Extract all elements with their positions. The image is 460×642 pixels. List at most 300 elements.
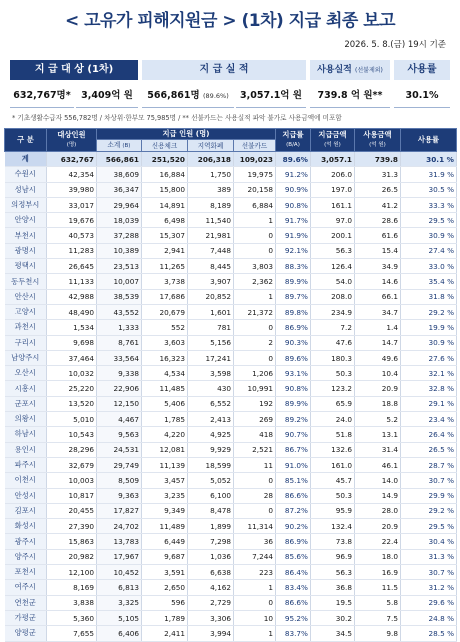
table-cell: 56.3 bbox=[311, 565, 355, 580]
table-cell: 6,884 bbox=[234, 197, 276, 212]
table-cell: 90.7% bbox=[276, 427, 311, 442]
table-cell: 6,498 bbox=[142, 213, 188, 228]
table-cell: 29.5 % bbox=[401, 519, 457, 534]
table-cell: 10,003 bbox=[47, 473, 97, 488]
table-cell: 8,445 bbox=[188, 259, 234, 274]
table-cell: 10,991 bbox=[234, 381, 276, 396]
table-cell: 200.1 bbox=[311, 228, 355, 243]
table-cell: 27,390 bbox=[47, 519, 97, 534]
table-cell: 89.9% bbox=[276, 396, 311, 411]
table-cell: 4,220 bbox=[142, 427, 188, 442]
table-cell: 25,220 bbox=[47, 381, 97, 396]
table-cell: 9,563 bbox=[97, 427, 142, 442]
table-cell: 86.6% bbox=[276, 595, 311, 610]
table-cell: 20,982 bbox=[47, 549, 97, 564]
region-cell: 평택시 bbox=[5, 259, 47, 274]
table-cell: 10,543 bbox=[47, 427, 97, 442]
table-cell: 45.7 bbox=[311, 473, 355, 488]
table-cell: 30.2 bbox=[311, 610, 355, 625]
summary-usage-label bbox=[310, 60, 390, 80]
table-cell: 89.9% bbox=[276, 274, 311, 289]
table-row bbox=[5, 488, 457, 503]
table-cell: 10 bbox=[234, 610, 276, 625]
table-cell: 552 bbox=[142, 320, 188, 335]
table-cell: 51.8 bbox=[311, 427, 355, 442]
table-cell: 86.4% bbox=[276, 565, 311, 580]
table-row bbox=[5, 595, 457, 610]
table-cell: 19.5 bbox=[311, 595, 355, 610]
table-row bbox=[5, 259, 457, 274]
table-cell: 30.4 % bbox=[401, 534, 457, 549]
region-cell: 의왕시 bbox=[5, 412, 47, 427]
table-cell: 29,964 bbox=[97, 197, 142, 212]
col-target-label: 대상인원 bbox=[57, 130, 86, 139]
table-cell: 5,105 bbox=[97, 610, 142, 625]
summary-actual-people-value: 566,861명 bbox=[147, 90, 200, 101]
table-cell: 33.3 % bbox=[401, 197, 457, 212]
table-cell: 97.0 bbox=[311, 213, 355, 228]
table-cell: 0 bbox=[234, 473, 276, 488]
table-cell: 91.9% bbox=[276, 228, 311, 243]
table-row bbox=[5, 427, 457, 442]
table-cell: 14.9 bbox=[355, 488, 401, 503]
table-cell: 90.2% bbox=[276, 519, 311, 534]
table-cell: 1,601 bbox=[188, 304, 234, 319]
col-subtotal bbox=[97, 140, 142, 152]
table-cell: 7,655 bbox=[47, 626, 97, 641]
region-cell: 남양주시 bbox=[5, 350, 47, 365]
table-cell: 739.8 bbox=[355, 152, 401, 167]
table-cell: 17,967 bbox=[97, 549, 142, 564]
table-cell: 33.0 % bbox=[401, 259, 457, 274]
region-cell: 안성시 bbox=[5, 488, 47, 503]
region-cell: 광명시 bbox=[5, 243, 47, 258]
summary-rate-label: 사용률 bbox=[394, 60, 450, 80]
col-prepaid: 선불카드 bbox=[234, 140, 276, 152]
region-cell: 수원시 bbox=[5, 167, 47, 182]
table-cell: 27.6 % bbox=[401, 350, 457, 365]
table-cell: 42,354 bbox=[47, 167, 97, 182]
col-rate-unit: (B/A) bbox=[286, 142, 300, 148]
table-cell: 31.3 % bbox=[401, 549, 457, 564]
table-cell: 90.8% bbox=[276, 197, 311, 212]
table-cell: 23,513 bbox=[97, 259, 142, 274]
table-cell: 3,838 bbox=[47, 595, 97, 610]
table-cell: 269 bbox=[234, 412, 276, 427]
table-cell: 781 bbox=[188, 320, 234, 335]
table-row bbox=[5, 304, 457, 319]
table-cell: 29.6 % bbox=[401, 595, 457, 610]
region-cell: 광주시 bbox=[5, 534, 47, 549]
table-cell: 88.3% bbox=[276, 259, 311, 274]
table-cell: 31.4 bbox=[355, 442, 401, 457]
table-cell: 161.0 bbox=[311, 457, 355, 472]
table-cell: 8,189 bbox=[188, 197, 234, 212]
table-cell: 596 bbox=[142, 595, 188, 610]
table-cell: 29.1 % bbox=[401, 396, 457, 411]
region-cell: 부천시 bbox=[5, 228, 47, 243]
table-cell: 30.7 % bbox=[401, 473, 457, 488]
table-cell: 89.8% bbox=[276, 304, 311, 319]
table-cell: 40,573 bbox=[47, 228, 97, 243]
table-cell: 5,052 bbox=[188, 473, 234, 488]
region-cell: 가평군 bbox=[5, 610, 47, 625]
table-row bbox=[5, 610, 457, 625]
table-row bbox=[5, 381, 457, 396]
table-cell: 90.3% bbox=[276, 335, 311, 350]
summary-usage-sub: (선불제외) bbox=[355, 67, 383, 74]
table-cell: 24.0 bbox=[311, 412, 355, 427]
table-cell: 33,017 bbox=[47, 197, 97, 212]
table-cell: 43,552 bbox=[97, 304, 142, 319]
table-cell: 86.6% bbox=[276, 488, 311, 503]
table-cell: 31.8 % bbox=[401, 289, 457, 304]
table-cell: 26.5 bbox=[355, 182, 401, 197]
table-cell: 2,729 bbox=[188, 595, 234, 610]
table-cell: 50.3 bbox=[311, 488, 355, 503]
summary-usage-title: 사용실적 bbox=[317, 65, 352, 75]
table-cell: 24,702 bbox=[97, 519, 142, 534]
table-row bbox=[5, 442, 457, 457]
table-cell: 10,817 bbox=[47, 488, 97, 503]
table-row bbox=[5, 626, 457, 641]
table-cell: 9.8 bbox=[355, 626, 401, 641]
table-cell: 29.9 % bbox=[401, 488, 457, 503]
table-cell: 3,325 bbox=[97, 595, 142, 610]
table-cell: 17,827 bbox=[97, 503, 142, 518]
table-cell: 35.4 % bbox=[401, 274, 457, 289]
table-cell: 1.4 bbox=[355, 320, 401, 335]
table-cell: 161.1 bbox=[311, 197, 355, 212]
table-cell: 46.1 bbox=[355, 457, 401, 472]
table-cell: 15,800 bbox=[142, 182, 188, 197]
table-row bbox=[5, 197, 457, 212]
table-cell: 92.1% bbox=[276, 243, 311, 258]
table-row bbox=[5, 503, 457, 518]
table-cell: 1,789 bbox=[142, 610, 188, 625]
table-cell: 5,010 bbox=[47, 412, 97, 427]
table-cell: 16,884 bbox=[142, 167, 188, 182]
table-cell: 109,023 bbox=[234, 152, 276, 167]
table-row bbox=[5, 320, 457, 335]
table-cell: 30.5 % bbox=[401, 182, 457, 197]
col-credit: 신용체크 bbox=[142, 140, 188, 152]
table-cell: 389 bbox=[188, 182, 234, 197]
region-cell: 하남시 bbox=[5, 427, 47, 442]
col-used-unit: (억 원) bbox=[369, 142, 386, 148]
region-cell: 파주시 bbox=[5, 457, 47, 472]
table-cell: 0 bbox=[234, 350, 276, 365]
table-cell: 3,457 bbox=[142, 473, 188, 488]
table-cell: 30.7 % bbox=[401, 565, 457, 580]
table-cell: 12,081 bbox=[142, 442, 188, 457]
table-cell: 180.3 bbox=[311, 350, 355, 365]
table-cell: 8,509 bbox=[97, 473, 142, 488]
table-cell: 86.9% bbox=[276, 534, 311, 549]
table-cell: 9,698 bbox=[47, 335, 97, 350]
table-cell: 32.8 % bbox=[401, 381, 457, 396]
table-cell: 0 bbox=[234, 595, 276, 610]
footnote: * 기초생활수급자 556,782명 / 차상위·한부모 75,985명 / ** 선불카드는 사용실적 파악 불가로 사용금액에 미포함 bbox=[12, 114, 342, 122]
table-cell: 251,520 bbox=[142, 152, 188, 167]
region-cell: 양평군 bbox=[5, 626, 47, 641]
table-cell: 2,521 bbox=[234, 442, 276, 457]
col-used bbox=[355, 129, 401, 152]
table-cell: 91.2% bbox=[276, 167, 311, 182]
table-cell: 24,531 bbox=[97, 442, 142, 457]
table-cell: 11,540 bbox=[188, 213, 234, 228]
table-cell: 3,235 bbox=[142, 488, 188, 503]
table-cell: 12,150 bbox=[97, 396, 142, 411]
table-cell: 1 bbox=[234, 289, 276, 304]
table-cell: 0 bbox=[234, 243, 276, 258]
table-cell: 9,687 bbox=[142, 549, 188, 564]
table-cell: 89.7% bbox=[276, 289, 311, 304]
table-cell: 418 bbox=[234, 427, 276, 442]
table-cell: 14.0 bbox=[355, 473, 401, 488]
table-cell: 1 bbox=[234, 626, 276, 641]
table-cell: 208.0 bbox=[311, 289, 355, 304]
table-cell: 1,899 bbox=[188, 519, 234, 534]
table-cell: 6,406 bbox=[97, 626, 142, 641]
region-cell: 용인시 bbox=[5, 442, 47, 457]
table-cell: 47.6 bbox=[311, 335, 355, 350]
table-row bbox=[5, 366, 457, 381]
table-cell: 3,057.1 bbox=[311, 152, 355, 167]
table-cell: 1,785 bbox=[142, 412, 188, 427]
col-subtotal-label: 소계 bbox=[107, 141, 121, 149]
table-cell: 10,389 bbox=[97, 243, 142, 258]
region-cell: 계 bbox=[5, 152, 47, 167]
region-cell: 동두천시 bbox=[5, 274, 47, 289]
table-cell: 18,039 bbox=[97, 213, 142, 228]
table-total-row bbox=[5, 152, 457, 167]
region-cell: 양주시 bbox=[5, 549, 47, 564]
table-row bbox=[5, 213, 457, 228]
table-cell: 29.2 % bbox=[401, 503, 457, 518]
table-row bbox=[5, 580, 457, 595]
table-cell: 21,981 bbox=[188, 228, 234, 243]
summary-target-people: 632,767명* bbox=[10, 84, 74, 108]
table-cell: 13,783 bbox=[97, 534, 142, 549]
table-row bbox=[5, 565, 457, 580]
table-cell: 15,863 bbox=[47, 534, 97, 549]
region-cell: 김포시 bbox=[5, 503, 47, 518]
table-cell: 28.7 % bbox=[401, 457, 457, 472]
table-header-row bbox=[5, 129, 457, 140]
table-cell: 90.8% bbox=[276, 381, 311, 396]
col-subtotal-unit: (B) bbox=[122, 143, 131, 149]
table-cell: 2,413 bbox=[188, 412, 234, 427]
table-cell: 22.4 bbox=[355, 534, 401, 549]
table-row bbox=[5, 534, 457, 549]
table-cell: 197.0 bbox=[311, 182, 355, 197]
region-cell: 연천군 bbox=[5, 595, 47, 610]
table-cell: 7,298 bbox=[188, 534, 234, 549]
table-cell: 33,564 bbox=[97, 350, 142, 365]
table-cell: 12,100 bbox=[47, 565, 97, 580]
table-cell: 30.9 % bbox=[401, 228, 457, 243]
table-cell: 223 bbox=[234, 565, 276, 580]
table-row bbox=[5, 473, 457, 488]
table-cell: 4,162 bbox=[188, 580, 234, 595]
table-cell: 1,534 bbox=[47, 320, 97, 335]
table-cell: 34.5 bbox=[311, 626, 355, 641]
table-cell: 0 bbox=[234, 503, 276, 518]
table-cell: 4,467 bbox=[97, 412, 142, 427]
region-cell: 과천시 bbox=[5, 320, 47, 335]
region-cell: 여주시 bbox=[5, 580, 47, 595]
table-cell: 95.2% bbox=[276, 610, 311, 625]
table-cell: 8,478 bbox=[188, 503, 234, 518]
table-cell: 50.3 bbox=[311, 366, 355, 381]
table-cell: 234.9 bbox=[311, 304, 355, 319]
col-amount-label: 지급금액 bbox=[318, 130, 347, 139]
table-cell: 1 bbox=[234, 580, 276, 595]
table-cell: 20.9 bbox=[355, 519, 401, 534]
table-cell: 17,686 bbox=[142, 289, 188, 304]
table-cell: 31.3 bbox=[355, 167, 401, 182]
table-cell: 90.9% bbox=[276, 182, 311, 197]
table-cell: 93.1% bbox=[276, 366, 311, 381]
region-cell: 안양시 bbox=[5, 213, 47, 228]
table-cell: 36.8 bbox=[311, 580, 355, 595]
table-cell: 15.4 bbox=[355, 243, 401, 258]
region-cell: 오산시 bbox=[5, 366, 47, 381]
table-cell: 73.8 bbox=[311, 534, 355, 549]
table-cell: 87.2% bbox=[276, 503, 311, 518]
table-cell: 29,749 bbox=[97, 457, 142, 472]
table-cell: 1 bbox=[234, 213, 276, 228]
table-cell: 32,679 bbox=[47, 457, 97, 472]
table-cell: 19,676 bbox=[47, 213, 97, 228]
table-cell: 10,032 bbox=[47, 366, 97, 381]
table-cell: 10.4 bbox=[355, 366, 401, 381]
table-row bbox=[5, 274, 457, 289]
table-cell: 41.2 bbox=[355, 197, 401, 212]
region-cell: 이천시 bbox=[5, 473, 47, 488]
table-cell: 3,994 bbox=[188, 626, 234, 641]
table-cell: 5.8 bbox=[355, 595, 401, 610]
table-cell: 17,241 bbox=[188, 350, 234, 365]
table-cell: 8,169 bbox=[47, 580, 97, 595]
table-cell: 91.0% bbox=[276, 457, 311, 472]
table-row bbox=[5, 457, 457, 472]
table-cell: 32.1 % bbox=[401, 366, 457, 381]
table-cell: 11 bbox=[234, 457, 276, 472]
table-cell: 29.5 % bbox=[401, 213, 457, 228]
table-cell: 4,534 bbox=[142, 366, 188, 381]
table-cell: 28,296 bbox=[47, 442, 97, 457]
col-amount-unit: (억 원) bbox=[324, 142, 341, 148]
table-cell: 6,100 bbox=[188, 488, 234, 503]
table-cell: 26,645 bbox=[47, 259, 97, 274]
table-cell: 0 bbox=[234, 320, 276, 335]
table-cell: 566,861 bbox=[97, 152, 142, 167]
table-cell: 126.4 bbox=[311, 259, 355, 274]
table-cell: 0 bbox=[234, 228, 276, 243]
table-cell: 28.0 bbox=[355, 503, 401, 518]
table-cell: 20,158 bbox=[234, 182, 276, 197]
table-cell: 85.1% bbox=[276, 473, 311, 488]
table-cell: 26.5 % bbox=[401, 442, 457, 457]
col-usage: 사용률 bbox=[401, 129, 457, 152]
table-cell: 9,929 bbox=[188, 442, 234, 457]
col-target-unit: (명) bbox=[66, 142, 77, 148]
table-cell: 10,452 bbox=[97, 565, 142, 580]
table-row bbox=[5, 243, 457, 258]
region-cell: 포천시 bbox=[5, 565, 47, 580]
table-cell: 54.0 bbox=[311, 274, 355, 289]
table-cell: 13,520 bbox=[47, 396, 97, 411]
table-cell: 3,598 bbox=[188, 366, 234, 381]
table-cell: 132.6 bbox=[311, 442, 355, 457]
table-cell: 4,925 bbox=[188, 427, 234, 442]
table-cell: 21,372 bbox=[234, 304, 276, 319]
table-cell: 20,455 bbox=[47, 503, 97, 518]
table-row bbox=[5, 289, 457, 304]
table-cell: 123.2 bbox=[311, 381, 355, 396]
table-cell: 13.1 bbox=[355, 427, 401, 442]
table-cell: 7.2 bbox=[311, 320, 355, 335]
region-cell: 성남시 bbox=[5, 182, 47, 197]
table-cell: 31.9 % bbox=[401, 167, 457, 182]
summary-actual-people bbox=[142, 84, 234, 108]
table-cell: 38,609 bbox=[97, 167, 142, 182]
table-cell: 192 bbox=[234, 396, 276, 411]
table-cell: 11,139 bbox=[142, 457, 188, 472]
table-cell: 30.9 % bbox=[401, 335, 457, 350]
table-cell: 8,761 bbox=[97, 335, 142, 350]
table-cell: 86.7% bbox=[276, 442, 311, 457]
table-cell: 2,362 bbox=[234, 274, 276, 289]
summary-target-amount: 3,409억 원 bbox=[76, 84, 138, 108]
col-region: 구 분 bbox=[5, 129, 47, 152]
table-cell: 18,599 bbox=[188, 457, 234, 472]
table-cell: 7,448 bbox=[188, 243, 234, 258]
table-cell: 38,539 bbox=[97, 289, 142, 304]
table-cell: 3,603 bbox=[142, 335, 188, 350]
table-cell: 9,349 bbox=[142, 503, 188, 518]
table-cell: 430 bbox=[188, 381, 234, 396]
table-cell: 95.9 bbox=[311, 503, 355, 518]
table-cell: 6,813 bbox=[97, 580, 142, 595]
col-amount bbox=[311, 129, 355, 152]
col-rate-label: 지급률 bbox=[282, 130, 304, 139]
table-cell: 11,133 bbox=[47, 274, 97, 289]
table-cell: 18.0 bbox=[355, 549, 401, 564]
table-cell: 14,891 bbox=[142, 197, 188, 212]
table-cell: 28 bbox=[234, 488, 276, 503]
table-row bbox=[5, 549, 457, 564]
region-cell: 시흥시 bbox=[5, 381, 47, 396]
table-row bbox=[5, 412, 457, 427]
table-cell: 91.7% bbox=[276, 213, 311, 228]
region-cell: 고양시 bbox=[5, 304, 47, 319]
table-cell: 10,007 bbox=[97, 274, 142, 289]
table-cell: 2,411 bbox=[142, 626, 188, 641]
region-cell: 구리시 bbox=[5, 335, 47, 350]
col-rate bbox=[276, 129, 311, 152]
table-row bbox=[5, 182, 457, 197]
table-cell: 36 bbox=[234, 534, 276, 549]
col-people-group: 지급 인원 (명) bbox=[97, 129, 276, 140]
col-local: 지역화폐 bbox=[188, 140, 234, 152]
table-cell: 3,738 bbox=[142, 274, 188, 289]
table-cell: 96.9 bbox=[311, 549, 355, 564]
report-date: 2026. 5. 8.(금) 19시 기준 bbox=[344, 40, 446, 50]
table-cell: 83.7% bbox=[276, 626, 311, 641]
